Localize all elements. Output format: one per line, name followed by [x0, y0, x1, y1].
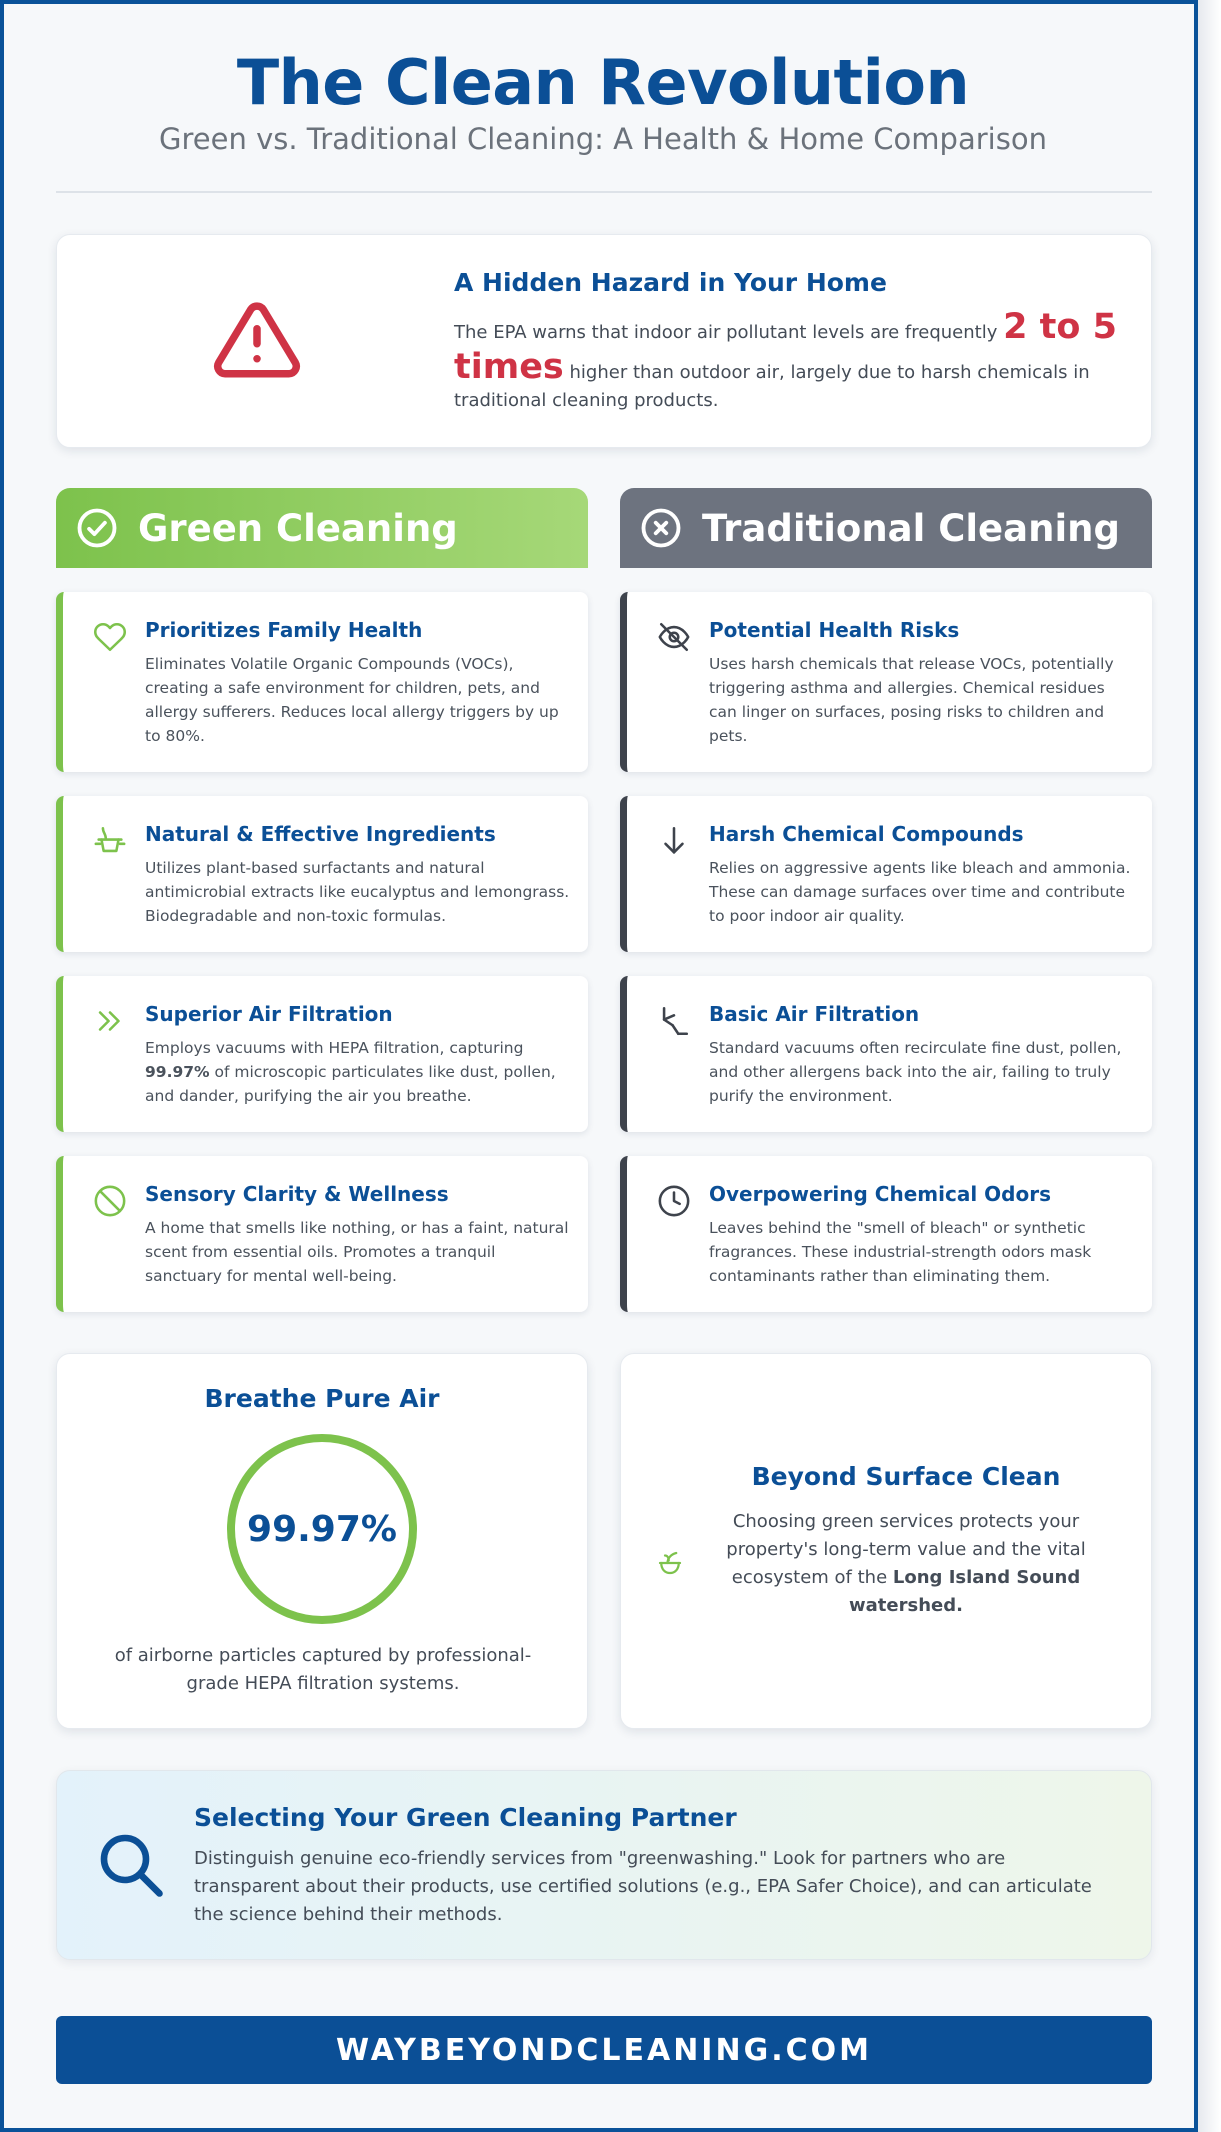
green-item-text-after: of microscopic particulates like dust, pollen, and dander, purifying the air you breathe. — [145, 1063, 556, 1105]
green-cleaning-title: Green Cleaning — [138, 506, 458, 550]
hazard-highlight: 2 to 5 times — [454, 307, 1117, 387]
check-circle-icon — [76, 507, 118, 549]
hazard-text — [454, 307, 1119, 415]
website-link-label: WAYBEYONDCLEANING.COM — [336, 2032, 872, 2068]
partner-title: Selecting Your Green Cleaning Partner — [194, 1803, 737, 1832]
ban-circle-icon — [93, 1184, 127, 1218]
air-caption: of airborne particles captured by professional-grade HEPA filtration systems. — [114, 1645, 532, 1694]
partner-card — [56, 1770, 1152, 1960]
trad-item-odors — [620, 1156, 1152, 1312]
green-item-text — [145, 1036, 570, 1108]
plant-pot-icon — [93, 824, 127, 858]
hepa-stat: 99.97% — [247, 1508, 397, 1550]
traditional-cleaning-title: Traditional Cleaning — [702, 506, 1120, 550]
beyond-text-bold: Long Island Sound watershed. — [849, 1567, 1081, 1616]
trad-item-title: Basic Air Filtration — [709, 1002, 920, 1026]
double-chevron-right-icon — [93, 1004, 127, 1038]
trad-item-chemicals — [620, 796, 1152, 952]
beyond-text — [716, 1508, 1096, 1620]
green-item-text-bold: 99.97% — [145, 1063, 210, 1081]
beyond-surface-card — [620, 1353, 1152, 1729]
green-item-text: Utilizes plant-based surfactants and natural antimicrobial extracts like eucalyptus and lemongrass. Biodegradable and non-toxic formulas. — [145, 859, 570, 925]
trad-item-text: Relies on aggressive agents like bleach and ammonia. These can damage surfaces over time and contribute to poor indoor air quality. — [709, 859, 1131, 925]
green-item-text: Eliminates Volatile Organic Compounds (VOCs), creating a safe environment for children, pets, and allergy sufferers. Reduces local allergy triggers by up to 80%. — [145, 655, 559, 745]
beyond-text-before: Choosing green services protects your property's long-term value and the vital ecosystem of the — [726, 1511, 1086, 1588]
x-circle-icon — [640, 507, 682, 549]
trad-item-health-risks — [620, 592, 1152, 772]
green-item-air-filtration — [56, 976, 588, 1132]
green-item-sensory — [56, 1156, 588, 1312]
heart-icon — [93, 620, 127, 654]
green-item-text-before: Employs vacuums with HEPA filtration, capturing — [145, 1039, 524, 1057]
green-cleaning-header — [56, 488, 588, 568]
green-item-ingredients — [56, 796, 588, 952]
trad-item-title: Potential Health Risks — [709, 618, 960, 642]
page-subtitle: Green vs. Traditional Cleaning: A Health & Home Comparison — [159, 122, 1047, 156]
page-edge-shadow — [1198, 0, 1221, 2132]
breathe-pure-air-card — [56, 1353, 588, 1729]
eye-off-icon — [657, 620, 691, 654]
warning-triangle-icon — [212, 295, 302, 385]
green-item-text: A home that smells like nothing, or has a faint, natural scent from essential oils. Promotes a tranquil sanctuary for mental well-being. — [145, 1219, 569, 1285]
hepa-stat-ring — [227, 1434, 417, 1624]
green-item-title: Natural & Effective Ingredients — [145, 822, 496, 846]
trad-item-title: Overpowering Chemical Odors — [709, 1182, 1051, 1206]
header-divider — [56, 191, 1152, 193]
leaf-pot-icon — [655, 1548, 685, 1578]
website-link-button[interactable] — [56, 2016, 1152, 2084]
search-icon — [95, 1829, 167, 1901]
branch-icon — [657, 1004, 691, 1038]
air-title: Breathe Pure Air — [204, 1384, 440, 1413]
arrow-down-icon — [657, 824, 691, 858]
green-item-title: Prioritizes Family Health — [145, 618, 423, 642]
trad-item-title: Harsh Chemical Compounds — [709, 822, 1024, 846]
page-title: The Clean Revolution — [236, 46, 970, 119]
hazard-title: A Hidden Hazard in Your Home — [454, 268, 887, 297]
hazard-text-after: higher than outdoor air, largely due to harsh chemicals in traditional cleaning products. — [454, 362, 1090, 411]
trad-item-text: Uses harsh chemicals that release VOCs, potentially triggering asthma and allergies. Chemical residues can linger on surfaces, posing risks to children and pets. — [709, 655, 1114, 745]
traditional-cleaning-header — [620, 488, 1152, 568]
green-item-title: Superior Air Filtration — [145, 1002, 393, 1026]
trad-item-text: Standard vacuums often recirculate fine dust, pollen, and other allergens back into the air, failing to truly purify the environment. — [709, 1039, 1122, 1105]
green-item-title: Sensory Clarity & Wellness — [145, 1182, 449, 1206]
partner-text: Distinguish genuine eco-friendly services from "greenwashing." Look for partners who are transparent about their products, use certified solutions (e.g., EPA Safer Choice), and can articulate the science behind their methods. — [194, 1848, 1092, 1925]
beyond-title: Beyond Surface Clean — [751, 1462, 1061, 1491]
green-item-family-health — [56, 592, 588, 772]
hazard-card — [56, 234, 1152, 448]
trad-item-text: Leaves behind the "smell of bleach" or synthetic fragrances. These industrial-strength odors mask contaminants rather than eliminating them. — [709, 1219, 1092, 1285]
clock-icon — [657, 1184, 691, 1218]
hazard-text-before: The EPA warns that indoor air pollutant levels are frequently — [454, 322, 1004, 343]
trad-item-basic-filtration — [620, 976, 1152, 1132]
